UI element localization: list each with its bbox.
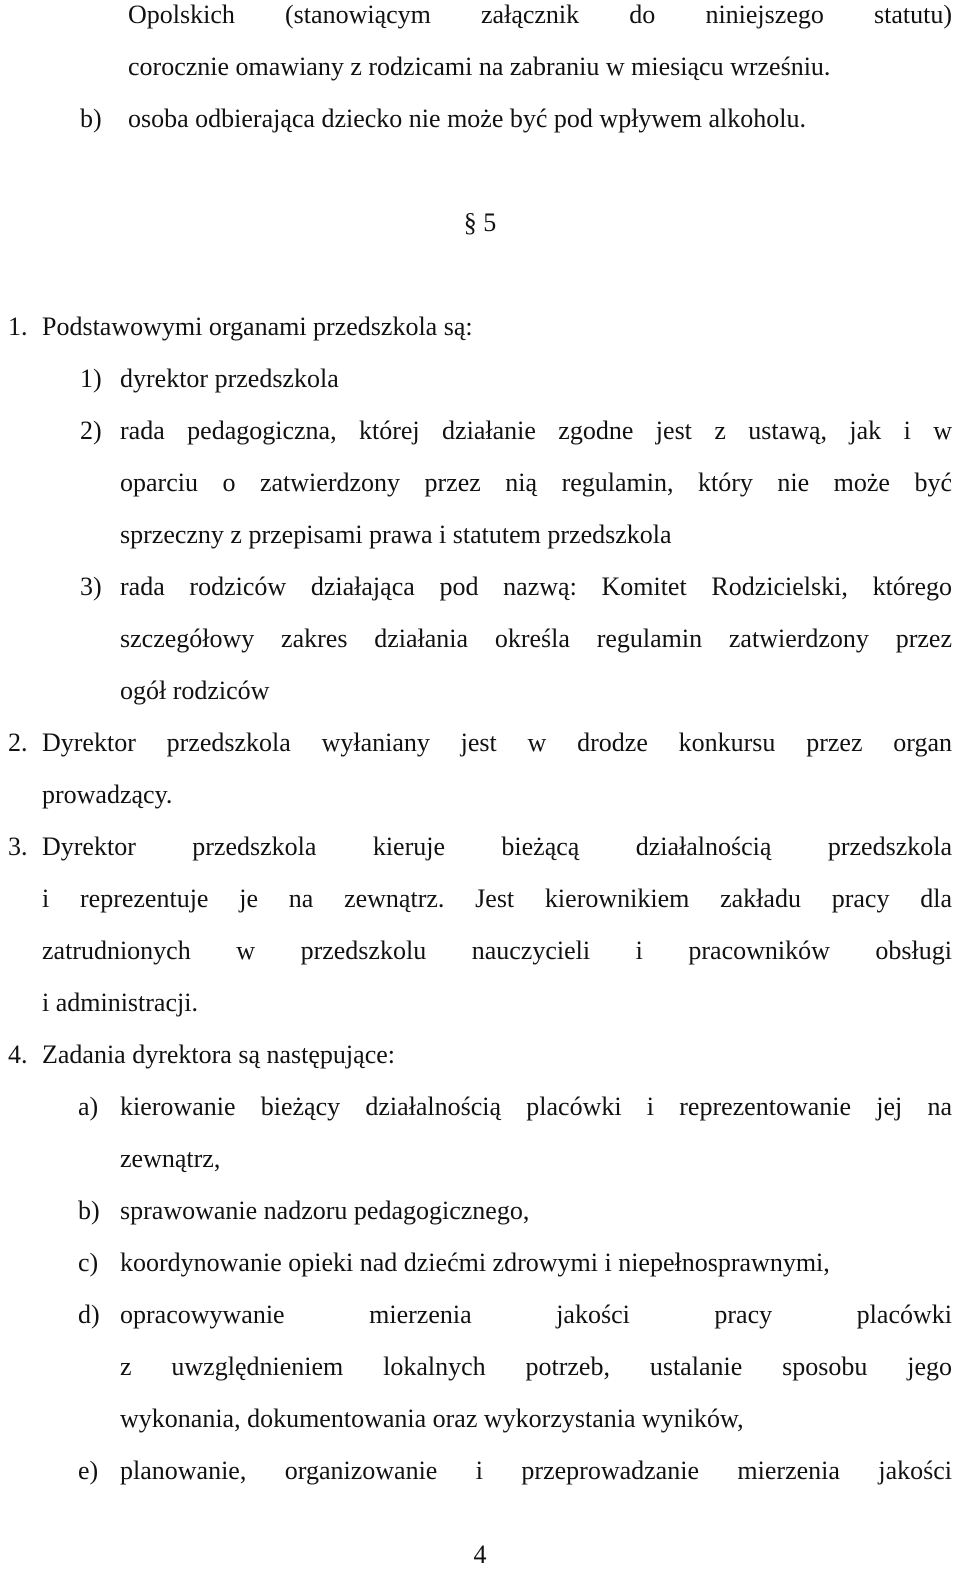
point-4-item-b	[0, 1196, 960, 1226]
point-label: 1.	[8, 312, 28, 341]
item-label: e)	[78, 1456, 99, 1485]
point-1-item-2-line-1: rada pedagogiczna, której działanie zgodne jest z ustawą, jak i w	[120, 416, 952, 445]
point-1-item-2-line-2: oparciu o zatwierdzony przez nią regulamin, który nie może być	[120, 468, 952, 497]
point-4-item-a-line-1: kierowanie bieżący działalnością placówki i reprezentowanie jej na	[120, 1092, 952, 1121]
point-1	[0, 312, 960, 342]
point-label: 3.	[8, 832, 28, 861]
item-text: sprawowanie nadzoru pedagogicznego,	[120, 1196, 530, 1225]
item-label: a)	[78, 1092, 99, 1121]
item-label: 1)	[80, 364, 102, 393]
point-3-line-1: Dyrektor przedszkola kieruje bieżącą działalnością przedszkola	[42, 832, 952, 861]
point-label: 4.	[8, 1040, 28, 1069]
item-label: 2)	[80, 416, 102, 445]
point-label: 2.	[8, 728, 28, 757]
point-text: Podstawowymi organami przedszkola są:	[42, 312, 473, 341]
point-4-item-a-line-2: zewnątrz,	[120, 1144, 221, 1173]
item-label: 3)	[80, 572, 102, 601]
section-heading: § 5	[463, 208, 497, 237]
item-label: c)	[78, 1248, 99, 1277]
point-3-line-3: zatrudnionych w przedszkolu nauczycieli i pracowników obsługi	[42, 936, 952, 965]
item-label: b)	[80, 104, 102, 133]
item-label: d)	[78, 1300, 100, 1329]
point-1-item-3-line-2: szczegółowy zakres działania określa regulamin zatwierdzony przez	[120, 624, 952, 653]
point-1-item-3-line-3: ogół rodziców	[120, 676, 270, 705]
point-text: Zadania dyrektora są następujące:	[42, 1040, 395, 1069]
item-label: b)	[78, 1196, 100, 1225]
point-4-item-e-line-1: planowanie, organizowanie i przeprowadzanie mierzenia jakości	[120, 1456, 952, 1485]
point-1-item-1	[0, 364, 960, 394]
item-text: koordynowanie opieki nad dziećmi zdrowymi i niepełnosprawnymi,	[120, 1248, 830, 1277]
point-2-line-1: Dyrektor przedszkola wyłaniany jest w drodze konkursu przez organ	[42, 728, 952, 757]
page-number: 4	[473, 1540, 487, 1569]
point-4-item-d-line-3: wykonania, dokumentowania oraz wykorzystania wyników,	[120, 1404, 744, 1433]
point-3-line-4: i administracji.	[42, 988, 198, 1017]
intro-line-2: corocznie omawiany z rodzicami na zabraniu w miesiącu wrześniu.	[128, 52, 831, 81]
item-text: dyrektor przedszkola	[120, 364, 339, 393]
point-2-line-2: prowadzący.	[42, 780, 173, 809]
point-1-item-3-line-1: rada rodziców działająca pod nazwą: Komitet Rodzicielski, którego	[120, 572, 952, 601]
intro-line-1: Opolskich (stanowiącym załącznik do niniejszego statutu)	[128, 0, 952, 29]
intro-item-b	[0, 104, 960, 134]
point-4	[0, 1040, 960, 1070]
point-3-line-2: i reprezentuje je na zewnątrz. Jest kierownikiem zakładu pracy dla	[42, 884, 952, 913]
item-text: osoba odbierająca dziecko nie może być pod wpływem alkoholu.	[128, 104, 806, 133]
point-1-item-2-line-3: sprzeczny z przepisami prawa i statutem przedszkola	[120, 520, 672, 549]
point-4-item-d-line-2: z uwzględnieniem lokalnych potrzeb, ustalanie sposobu jego	[120, 1352, 952, 1381]
point-4-item-c	[0, 1248, 960, 1278]
point-4-item-d-line-1: opracowywanie mierzenia jakości pracy placówki	[120, 1300, 952, 1329]
